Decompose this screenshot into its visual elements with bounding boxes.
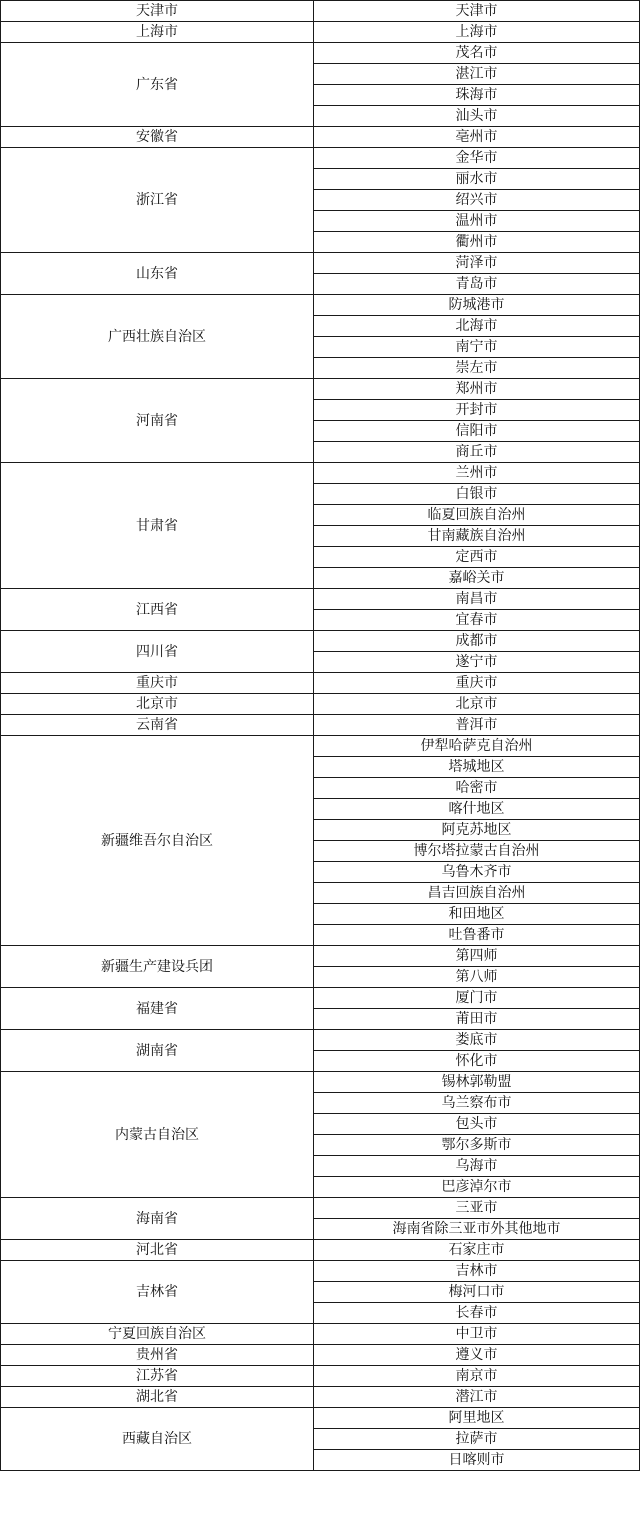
city-cell: 石家庄市 [314,1240,640,1261]
table-row [1,1366,640,1387]
city-cell: 温州市 [314,211,640,232]
city-cell: 普洱市 [314,715,640,736]
city-cell: 开封市 [314,400,640,421]
table-row [1,946,640,967]
city-cell: 汕头市 [314,106,640,127]
table-row [1,1072,640,1093]
city-cell: 拉萨市 [314,1429,640,1450]
city-cell: 海南省除三亚市外其他地市 [314,1219,640,1240]
city-cell: 怀化市 [314,1051,640,1072]
province-cell: 北京市 [1,694,314,715]
city-cell: 遂宁市 [314,652,640,673]
province-cell: 浙江省 [1,148,314,253]
city-cell: 亳州市 [314,127,640,148]
province-cell: 江西省 [1,589,314,631]
province-cell: 广东省 [1,43,314,127]
city-cell: 三亚市 [314,1198,640,1219]
city-cell: 厦门市 [314,988,640,1009]
city-cell: 喀什地区 [314,799,640,820]
city-cell: 衢州市 [314,232,640,253]
city-cell: 青岛市 [314,274,640,295]
city-cell: 金华市 [314,148,640,169]
table-row [1,1345,640,1366]
city-cell: 巴彦淖尔市 [314,1177,640,1198]
city-cell: 北京市 [314,694,640,715]
city-cell: 梅河口市 [314,1282,640,1303]
table-row [1,1030,640,1051]
province-cell: 重庆市 [1,673,314,694]
province-cell: 上海市 [1,22,314,43]
city-cell: 湛江市 [314,64,640,85]
province-cell: 河南省 [1,379,314,463]
province-cell: 云南省 [1,715,314,736]
province-cell: 海南省 [1,1198,314,1240]
table-row [1,1408,640,1429]
city-cell: 娄底市 [314,1030,640,1051]
city-cell: 长春市 [314,1303,640,1324]
city-cell: 兰州市 [314,463,640,484]
city-cell: 日喀则市 [314,1450,640,1471]
city-cell: 定西市 [314,547,640,568]
province-cell: 吉林省 [1,1261,314,1324]
province-cell: 甘肃省 [1,463,314,589]
table-row [1,694,640,715]
city-cell: 鄂尔多斯市 [314,1135,640,1156]
city-cell: 中卫市 [314,1324,640,1345]
city-cell: 乌兰察布市 [314,1093,640,1114]
city-cell: 防城港市 [314,295,640,316]
city-cell: 乌鲁木齐市 [314,862,640,883]
city-cell: 吉林市 [314,1261,640,1282]
city-cell: 南昌市 [314,589,640,610]
city-cell: 第四师 [314,946,640,967]
city-cell: 上海市 [314,22,640,43]
table-row [1,379,640,400]
city-cell: 锡林郭勒盟 [314,1072,640,1093]
city-cell: 潜江市 [314,1387,640,1408]
city-cell: 遵义市 [314,1345,640,1366]
table-row [1,1324,640,1345]
region-table-body [1,1,640,1471]
table-row [1,736,640,757]
city-cell: 阿里地区 [314,1408,640,1429]
province-cell: 河北省 [1,1240,314,1261]
table-row [1,43,640,64]
city-cell: 哈密市 [314,778,640,799]
province-cell: 天津市 [1,1,314,22]
city-cell: 临夏回族自治州 [314,505,640,526]
table-row [1,589,640,610]
city-cell: 宜春市 [314,610,640,631]
province-cell: 湖南省 [1,1030,314,1072]
table-row [1,1198,640,1219]
province-cell: 安徽省 [1,127,314,148]
table-row [1,22,640,43]
city-cell: 塔城地区 [314,757,640,778]
province-cell: 福建省 [1,988,314,1030]
table-row [1,253,640,274]
table-row [1,631,640,652]
province-cell: 四川省 [1,631,314,673]
province-cell: 江苏省 [1,1366,314,1387]
table-row [1,673,640,694]
city-cell: 南京市 [314,1366,640,1387]
province-cell: 新疆维吾尔自治区 [1,736,314,946]
city-cell: 第八师 [314,967,640,988]
city-cell: 重庆市 [314,673,640,694]
table-row [1,1261,640,1282]
city-cell: 南宁市 [314,337,640,358]
table-row [1,1240,640,1261]
city-cell: 信阳市 [314,421,640,442]
city-cell: 郑州市 [314,379,640,400]
table-row [1,1,640,22]
province-cell: 宁夏回族自治区 [1,1324,314,1345]
province-cell: 新疆生产建设兵团 [1,946,314,988]
city-cell: 昌吉回族自治州 [314,883,640,904]
city-cell: 嘉峪关市 [314,568,640,589]
city-cell: 天津市 [314,1,640,22]
table-row [1,463,640,484]
city-cell: 和田地区 [314,904,640,925]
province-cell: 西藏自治区 [1,1408,314,1471]
province-cell: 广西壮族自治区 [1,295,314,379]
city-cell: 茂名市 [314,43,640,64]
city-cell: 崇左市 [314,358,640,379]
city-cell: 成都市 [314,631,640,652]
city-cell: 博尔塔拉蒙古自治州 [314,841,640,862]
city-cell: 甘南藏族自治州 [314,526,640,547]
province-cell: 贵州省 [1,1345,314,1366]
city-cell: 丽水市 [314,169,640,190]
city-cell: 阿克苏地区 [314,820,640,841]
city-cell: 吐鲁番市 [314,925,640,946]
province-cell: 内蒙古自治区 [1,1072,314,1198]
city-cell: 珠海市 [314,85,640,106]
city-cell: 绍兴市 [314,190,640,211]
table-row [1,148,640,169]
city-cell: 白银市 [314,484,640,505]
table-row [1,127,640,148]
city-cell: 菏泽市 [314,253,640,274]
city-cell: 伊犁哈萨克自治州 [314,736,640,757]
province-cell: 湖北省 [1,1387,314,1408]
city-cell: 包头市 [314,1114,640,1135]
city-cell: 乌海市 [314,1156,640,1177]
table-row [1,1387,640,1408]
city-cell: 北海市 [314,316,640,337]
table-row [1,988,640,1009]
province-cell: 山东省 [1,253,314,295]
city-cell: 商丘市 [314,442,640,463]
table-row [1,715,640,736]
city-cell: 莆田市 [314,1009,640,1030]
table-row [1,295,640,316]
